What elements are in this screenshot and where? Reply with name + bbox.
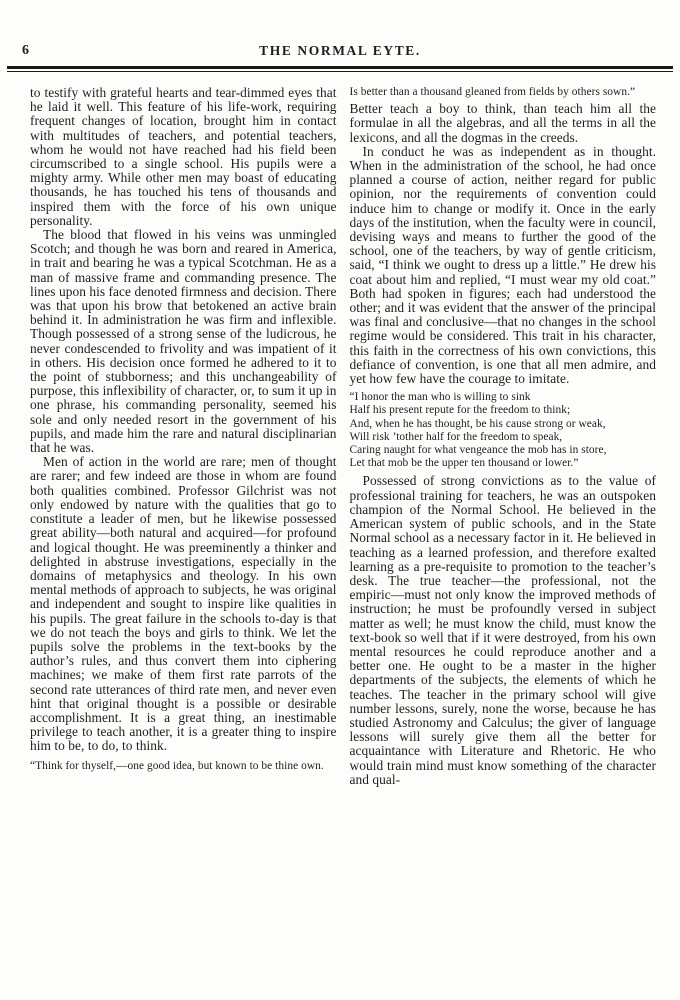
poem-line: “I honor the man who is willing to sink bbox=[349, 391, 531, 404]
header-double-rule bbox=[7, 66, 673, 72]
paragraph: Men of action in the world are rare; men of thought are rarer; and few indeed are those in whom are found both qualities combined. Professor Gilchrist was not only endowed by nature with the qualities that go to constitute a leader of men, but he likewise possessed great ability—both natural and acquired—for profound and logical thought. He was preeminently a thinker and delighted in abstruse investigations, especially in the domains of metaphysics and theology. In his own mental methods of approach to subjects, he was original and independent and sought to inspire like qualities in his pupils. The great failure in the schools to-day is that we do not teach the boys and girls to think. We let the pupils solve the problems in the text-books by the author’s rules, and thus convert them into ciphering machines; we make of them first rate parrots of the second rate utterances of third rate men, and never even hint that original thought is a possible or desirable accomplishment. It is a great thing, an inestimable privilege to teach another, it is a greater thing to inspire him to be, to do, to think. bbox=[30, 454, 337, 754]
masthead-title: THE NORMAL EYTE. bbox=[259, 43, 421, 58]
poem-line: Half his present repute for the freedom to think; bbox=[349, 404, 571, 417]
poem-line: And, when he has thought, be his cause strong or weak, bbox=[349, 417, 606, 430]
left-column bbox=[30, 86, 337, 787]
paragraph: to testify with grateful hearts and tear-dimmed eyes that he laid it well. This feature of his life-work, requiring frequent changes of location, brought him in contact with multitudes of teachers, and potential teachers, whom he would not have reached had his field been circumscribed to a single school. His pupils were a mighty army. While other men may boast of educating thousands, he has touched his tens of thousands and inspired them with the force of his own unique personality. bbox=[30, 85, 337, 228]
page-header bbox=[0, 42, 680, 59]
paragraph: The blood that flowed in his veins was unmingled Scotch; and though he was born and reared in America, in trait and bearing he was a typical Scotchman. He as a man of massive frame and commanding presence. The lines upon his face denoted firmness and decision. There was that upon his brow that betokened an active brain behind it. In administration he was firm and inflexible. Though possessed of a strong sense of the ludicrous, he never condescended to frivolity and was impatient of it in others. His decision once formed he adhered to it to the point of stubborness; and this unchangeability of purpose, this inflexibility of character, or, to sum it up in one phrase, his commanding personality, seemed his sole and only needed resort in the government of his pupils, and made him the rare and natural disciplinarian that he was. bbox=[30, 227, 337, 456]
poem-quotation bbox=[350, 391, 657, 470]
paragraph: Better teach a boy to think, than teach him all the formulae in all the algebras, and all the terms in all the lexicons, and all the dogmas in the creeds. bbox=[349, 101, 656, 145]
right-column bbox=[350, 86, 657, 787]
poem-line: Let that mob be the upper ten thousand or lower.” bbox=[349, 457, 579, 470]
quotation: “Think for thyself,—one good idea, but known to be thine own. bbox=[30, 759, 324, 772]
poem-line: Caring naught for what vengeance the mob has in store, bbox=[349, 444, 607, 457]
paragraph: Possessed of strong convictions as to the value of professional training for teachers, he was an outspoken champion of the Normal School. He believed in the American system of public schools, and in the State Normal school as a necessary factor in it. He believed in teaching as a learned profession, and therefore exalted learning as a pre-requisite to promotion to the teacher’s desk. The true teacher—the professional, not the empiric—must not only know the improved methods of instruction; he must be profoundly versed in subject matter as well; he must know the child, must know the text-book so well that if it were destroyed, from his own mental resources he could reproduce another and a better one. He ought to be a master in the higher departments of the subjects, the elements of which he teaches. The teacher in the primary school will give number lessons, surely, none the worse, because he has studied Astronomy and Calculus; the giver of language lessons will surely give them all the better for acquaintance with Literature and Rhetoric. He who would train mind must know something of the character and qual- bbox=[349, 473, 656, 787]
page-number: 6 bbox=[22, 43, 29, 58]
paragraph: In conduct he was as independent as in thought. When in the administration of the school, he had once planned a course of action, neither regard for public opinion, nor the requirements of convention could induce him to change or modify it. Once in the early days of the institution, when the faculty were in council, devising ways and means to further the good of the school, one of the teachers, by way of gentle criticism, said, “I think we ought to dress up a little.” He drew his coat about him and replied, “I must wear my old coat.” Both had spoken in figures; each had understood the other; and it was evident that the answer of the principal was final and conclusive—that no changes in the school regime would be considered. This trait in his character, this faith in the correctness of his own convictions, this defiance of convention, is one that all men admire, and yet how few have the courage to imitate. bbox=[349, 143, 656, 387]
quotation-continued: Is better than a thousand gleaned from fields by others sown.” bbox=[349, 86, 636, 98]
article-columns bbox=[30, 86, 656, 787]
poem-line: Will risk ’tother half for the freedom to speak, bbox=[349, 430, 563, 443]
